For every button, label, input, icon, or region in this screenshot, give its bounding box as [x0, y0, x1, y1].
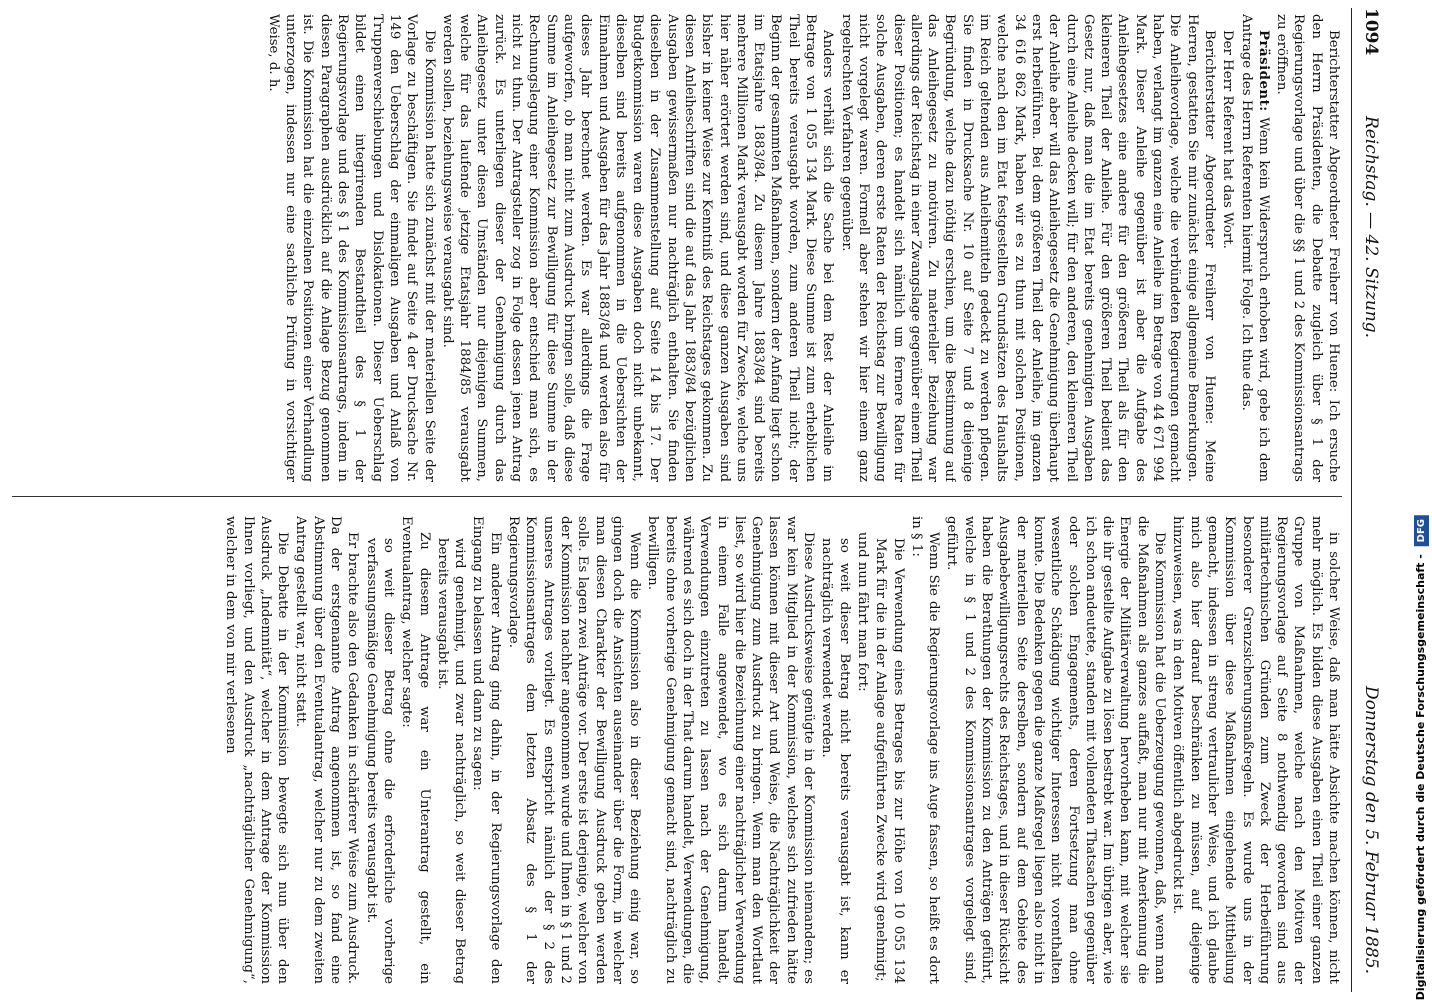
session-title: Reichstag. — 42. Sitzung. — [1361, 116, 1381, 339]
paragraph — [908, 516, 943, 984]
paragraph — [469, 516, 504, 984]
paragraph-text: so weit dieser Betrag nicht bereits verausgabt ist, kann er nachträglich verwendet werden. — [819, 538, 852, 984]
paragraph — [872, 516, 907, 984]
date-title: Donnerstag den 5. Februar 1885. — [1361, 685, 1381, 974]
dfg-logo: DFG — [1414, 515, 1429, 546]
paragraph-text: und nun fährt man fort: — [854, 532, 870, 692]
paragraph-text: Berichterstatter Abgeordneter Freiherr von Huene: Ich ersuche den Herrn Präsidenten, die Debatte zugleich über § 1 der Regierungsvorlage und über die §§ 1 und 2 des Kommissionsantrags zu eröffnen. — [1274, 14, 1341, 482]
paragraph-text: Diese Ausdrucksweise genügte in der Kommission niemandem; es war kein Mitglied in der Kommission, welches sich zufrieden hätte lassen können mit dieser Art und Weise, die Nachträglichkeit der Genehmigung zum Ausdruck zu bringen. Wenn man den Wortlaut liest, so wird hier die Bezeichnung einer nachträglicher Verwendung in einem Falle angewendet, wo es sich darum handelt, Verwendungen einzutreten zu lassen nach der Genehmigung, während es sich doch in der That darum handelt, Verwendungen, die bereits ohne vorherige Genehmigung gemacht sind, nachträglich zu bewilligen. — [645, 516, 817, 984]
paragraph — [222, 516, 291, 984]
paragraph-text: Berichterstatter Abgeordneter Freiherr von Huene: Meine Herren, gestatten Sie mir zunächst einige allgemeine Bemerkungen. Die Anleihevorlage, welche die verbündeten Regierungen gemacht haben, verlangt im ganzen eine Anleihe im Betrage von 44 671 994 Mark. Dieser Anleihe gegenüber ist aber die Aufgabe des Anleihegesetzes eine andere für den größeren Theil als für den kleineren Theil der Anleihe. Für den größeren Theil bedient das Gesetz nur, daß man die im Etat bereits genehmigten Ausgaben durch eine Anleihe decken will; für den anderen, den kleineren Theil der Anleihe aber will das Anleihegesetz die Genehmigung überhaupt erst herbeiführen. Bei dem größeren Theil der Anleihe, im ganzen 34 616 862 Mark, haben wir es zu thun mit solchen Positionen, welche nach den im Etat festgestellten Grundsätzen des Haushalts im Reich geltenden aus Anleihemitteln gedeckt zu werden pflegen. Sie finden in Drucksache Nr. 10 auf Seite 7 und 8 diejenige Begründung, welche dazu nöthig erschien, um die Bestimmung auf das Anleihegesetz zu motiviren. Zu materieller Beziehung war allerdings der Reichstag in einer Zwangslage gegenüber einem Theil dieser Positionen; es handelt sich nämlich um fernere Raten für solche Ausgaben, deren erste Raten der Reichstag zur Bewilligung nicht vorgelegt waren. Formell aber stehen wir hier einem ganz regelrechten Verfahren gegenüber. — [838, 14, 1217, 482]
paragraph-text: Die Kommission hat die Ueberzeugung gewonnen, daß, wenn man die Maßnahmen als ganzes auffaßt, man nur mit Anerkennung die Energie der Militärverwaltung hervorheben kann, mit welcher sie die ihr gestellte Aufgabe zu lösen bestrebt war. Im übrigen aber, wie ich schon andeutete, standen mit vollendeten Thatsachen gegenüber oder solchen Engagements, deren Fortsetzung man ohne wesentliche Schädigung wichtiger Interessen nicht vorenthalten konnte. Die Bedenken gegen die ganze Maßregel liegen also nicht in der materiellen Seite derselben, sondern auf dem Gebiete des Ausgabebewilligungsrechts des Reichstages, und in dieser Rücksicht haben die Berathungen der Kommission zu den Anträgen geführt, welche in § 1 und 2 des Kommissionsantrages vorgelegt sind, geführt. — [944, 516, 1168, 984]
paragraph-text: Wenn Sie die Regierungsvorlage ins Auge fassen, so heißt es dort in § 1: — [908, 516, 942, 984]
paragraph — [505, 516, 643, 984]
paragraph-text: Wenn die Kommission also in dieser Beziehung einig war, so gingen doch die Ansichten auseinander über die Form, in welcher man diesen Charakter der Bewilligung Ausdruck geben werden solle. Es lagen zwei Anträge vor. Der erste ist derjenige, welcher von der Kommission nachher angenommen wurde und Ihnen in § 1 und 2 unseres Antrages vorliegt. Es entspricht nämlich der § 2 des Kommissionsantrages dem letzten Absatz des § 1 der Regierungsvorlage. — [506, 516, 643, 984]
paragraph — [854, 516, 871, 984]
paragraph-text: Die Debatte in der Kommission bewegte sich nun über den Ausdruck „Indemnität“, welcher in dem Antrage der Kommission Ihnen vorliegt, und den Ausdruck „nachträglicher Genehmigung“, welcher in dem von mir verlesenen — [223, 516, 291, 984]
paragraph — [265, 14, 438, 482]
paragraph — [1169, 516, 1342, 984]
right-column — [12, 516, 1342, 984]
paragraph — [292, 516, 361, 984]
paragraph — [1273, 14, 1342, 482]
paragraph — [943, 516, 1168, 984]
paragraph-text: Er brachte also den Gedanken in schärferer Weise zum Ausdruck. Da der erstgenannte Antrag angenommen ist, so fand eine Abstimmung über den Eventualantrag, welcher nur zu dem zweiten Antrag gestellt war, nicht statt. — [293, 516, 361, 984]
page-header — [1351, 8, 1392, 992]
paragraph — [837, 14, 1218, 482]
page-number: 1094 — [1361, 8, 1381, 56]
left-column — [12, 14, 1342, 482]
paragraph-text: in solcher Weise, daß man hätte Absichte machen können, nicht mehr möglich. Es bilden diese Ausgaben einen Theil einer ganzen Gruppe von Maßnahmen, welche nach den Motiven der Regierungsvorlage auf Seite 8 nothwendig geworden sind aus militärtechnischen Gründen zum Zweck der Herbeiführung besonderer Grenzsicherungsmaßregeln. Es wurde uns in der Kommission über diese Maßnahmen eingehende Mittheilung gemacht, indessen in streng vertraulicher Weise, und ich glaube mich also hier darauf beschränken zu müssen, auf diejenige hinzuweisen, was in den Motiven öffentlich abgedruckt ist. — [1170, 516, 1341, 984]
paragraph — [362, 516, 397, 984]
paragraph — [434, 516, 469, 984]
paragraph-text: Ein anderer Antrag ging dahin, in der Regierungsvorlage den Eingang zu belassen und dann zu sagen: — [470, 516, 503, 984]
paragraph-text: Der Herr Referent hat das Wort. — [1220, 30, 1236, 249]
dfg-stamp — [1410, 0, 1432, 1000]
paragraph-text: Zu diesem Antrage war ein Unterantrag gestellt, ein Eventualantrag, welcher sagte: — [399, 516, 432, 984]
paragraph-text: Die Verwendung eines Betrages bis zur Höhe von 10 055 134 Mark für die in der Anlage aufgeführten Zwecke wird genehmigt; — [873, 538, 906, 984]
paragraph — [439, 14, 837, 482]
paragraph — [644, 516, 817, 984]
paragraph-text: Wenn kein Widerspruch erhoben wird, gebe ich dem Antrage des Herrn Referenten hiermit Folge. Ich thue das. — [1238, 14, 1271, 482]
column-divider — [12, 496, 1342, 497]
paragraph-text: Anders verhält sich die Sache bei dem Rest der Anleihe im Betrage von 1 055 134 Mark. Diese Summe ist zum erheblichen Theil bereits verausgabt worden, zum anderen Theil nicht; der Beginn der gesammten Maßnahmen, sondern der Anfang liegt schon im Etatsjahre 1883/84. Zu diesem Jahre 1883/84 sind bereits mehrere Millionen Mark verausgabt worden für Zwecke, welche uns hier näher erörtert werden sind, und diese ganzen Ausgaben sind bisher in keiner Weise zur Kenntniß des Reichstages gekommen. Zu diesen Anleiheschriften sind die auf das Jahr 1883/84 bezüglichen Ausgaben gewissermaßen nur nachträglich enthalten. Sie finden dieselben in der Zusammenstellung auf Seite 14 bis 17. Der Budgetkommission waren diese Ausgaben doch nicht unbekannt, dieselben sind bereits aufgenommen in die Uebersichten der Einnahmen und Ausgaben für das Jahr 1883/84 und werden also für dieses Jahr berechnet werden. Es war allerdings die Frage aufgeworfen, ob man nicht zum Ausdruck bringen solle, daß diese Summe im Anleihegesetz zur Bewilligung für diese Summe in der Rechnungslegung einer Kommission aber entschied man sich, es nicht zu thun. Der Antragsteller zog in Folge dessen jenen Antrag zurück. Es unterliegen dieser der Genehmigung durch das Anleihegesetz unter diesen Umständen nur diejenigen Summen, welche für das laufende jetzige Etatsjahr 1884/85 verausgabt werden sollen, beziehungsweise verausgabt sind. — [439, 14, 836, 482]
paragraph — [398, 516, 433, 984]
paragraph — [1237, 14, 1272, 482]
speaker-label: Präsident: — [1255, 30, 1271, 112]
paragraph-text: so weit dieser Betrag ohne die erforderliche vorherige verfassungsmäßige Genehmigung bereits verausgabt ist. — [363, 538, 396, 984]
paragraph-text: Die Kommission hatte sich zunächst mit der materiellen Seite der Vorlage zu beschäftigen. Sie findet auf Seite 4 der Drucksache Nr. 149 den Ueberschlag der einmaligen Ausgaben und Anlaß von Truppenverschiebungen und Dislokationen. Dieser Ueberschlag bildet einen integrirenden Bestandtheil des § 1 der Regierungsvorlage und des § 1 des Kommissionsantrags, indem in diesen Paragraphen ausdrücklich auf die Anlage Bezug genommen ist. Die Kommission hat die einzelnen Positionen einer Verhandlung unterzogen, indessen nur eine sachliche Prüfung in vorsichtiger Weise, d. h. — [265, 14, 437, 482]
paragraph — [1219, 14, 1236, 482]
paragraph-text: wird genehmigt, und zwar nachträglich, so weit dieser Betrag bereits verausgabt ist. — [434, 538, 468, 984]
dfg-stamp-text: Digitalisierung gefördert durch die Deutsche Forschungsgemeinschaft - — [1414, 553, 1427, 1000]
paragraph — [818, 516, 853, 984]
